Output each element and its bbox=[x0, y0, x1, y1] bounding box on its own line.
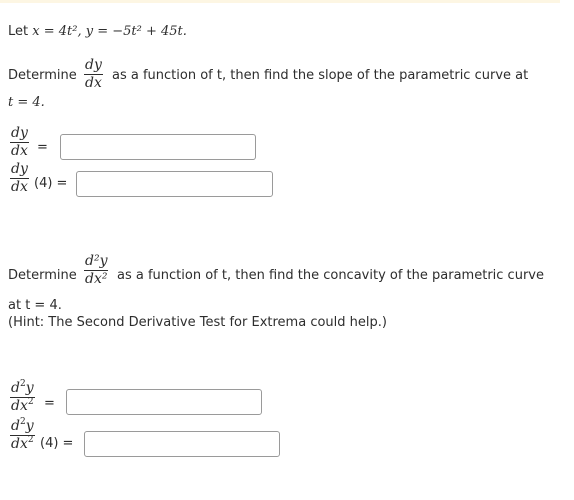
answer2-denominator: dx bbox=[11, 179, 28, 195]
answer4-denominator: $dx^2$ bbox=[11, 435, 34, 452]
top-accent-bar bbox=[0, 0, 560, 3]
answer2-fraction bbox=[10, 162, 29, 195]
part1-frac-denominator: dx bbox=[85, 75, 102, 91]
part2-determine-label: Determine bbox=[8, 268, 77, 283]
part2-at-text: at t = 4. bbox=[8, 298, 62, 313]
dydx-answer-input[interactable] bbox=[60, 134, 256, 160]
y-definition: y = −5t² + 45t. bbox=[85, 24, 187, 39]
answer3-denominator: $dx^2$ bbox=[11, 397, 34, 414]
part2-hint: (Hint: The Second Derivative Test for Extrema could help.) bbox=[8, 315, 387, 330]
part2-evaluation-point bbox=[8, 298, 62, 314]
part2-frac-denominator: dx² bbox=[85, 271, 108, 287]
dydx-at-4-answer-input[interactable] bbox=[76, 171, 273, 197]
part2-d2ydx2-fraction bbox=[84, 254, 108, 287]
answer2-numerator: dy bbox=[11, 161, 28, 177]
answer3-equals: = bbox=[44, 396, 55, 411]
part2-frac-numerator: d²y bbox=[85, 253, 108, 269]
part1-dydx-fraction bbox=[84, 58, 103, 91]
d2ydx2-at-4-answer-input[interactable] bbox=[84, 431, 280, 457]
problem-statement bbox=[8, 24, 187, 40]
answer1-fraction bbox=[10, 126, 29, 159]
answer3-fraction bbox=[10, 381, 35, 414]
answer1-denominator: dx bbox=[11, 143, 28, 159]
part2-instruction: as a function of t, then find the concavity of the parametric curve bbox=[117, 268, 544, 283]
answer4-numerator: $d^2y$ bbox=[11, 417, 34, 434]
answer2-suffix: (4) = bbox=[34, 176, 68, 191]
part1-frac-numerator: dy bbox=[85, 57, 102, 73]
answer4-suffix: (4) = bbox=[40, 436, 74, 451]
answer1-numerator: dy bbox=[11, 125, 28, 141]
answer1-equals: = bbox=[37, 140, 48, 155]
d2ydx2-answer-input[interactable] bbox=[66, 389, 262, 415]
let-label: Let bbox=[8, 24, 29, 39]
answer4-fraction bbox=[10, 419, 35, 452]
answer3-numerator: $d^2y$ bbox=[11, 379, 34, 396]
part1-evaluation-point: t = 4. bbox=[8, 95, 45, 110]
x-definition: x = 4t², bbox=[32, 24, 86, 39]
part1-determine-label: Determine bbox=[8, 68, 77, 83]
part1-instruction: as a function of t, then find the slope of the parametric curve at bbox=[112, 68, 529, 83]
